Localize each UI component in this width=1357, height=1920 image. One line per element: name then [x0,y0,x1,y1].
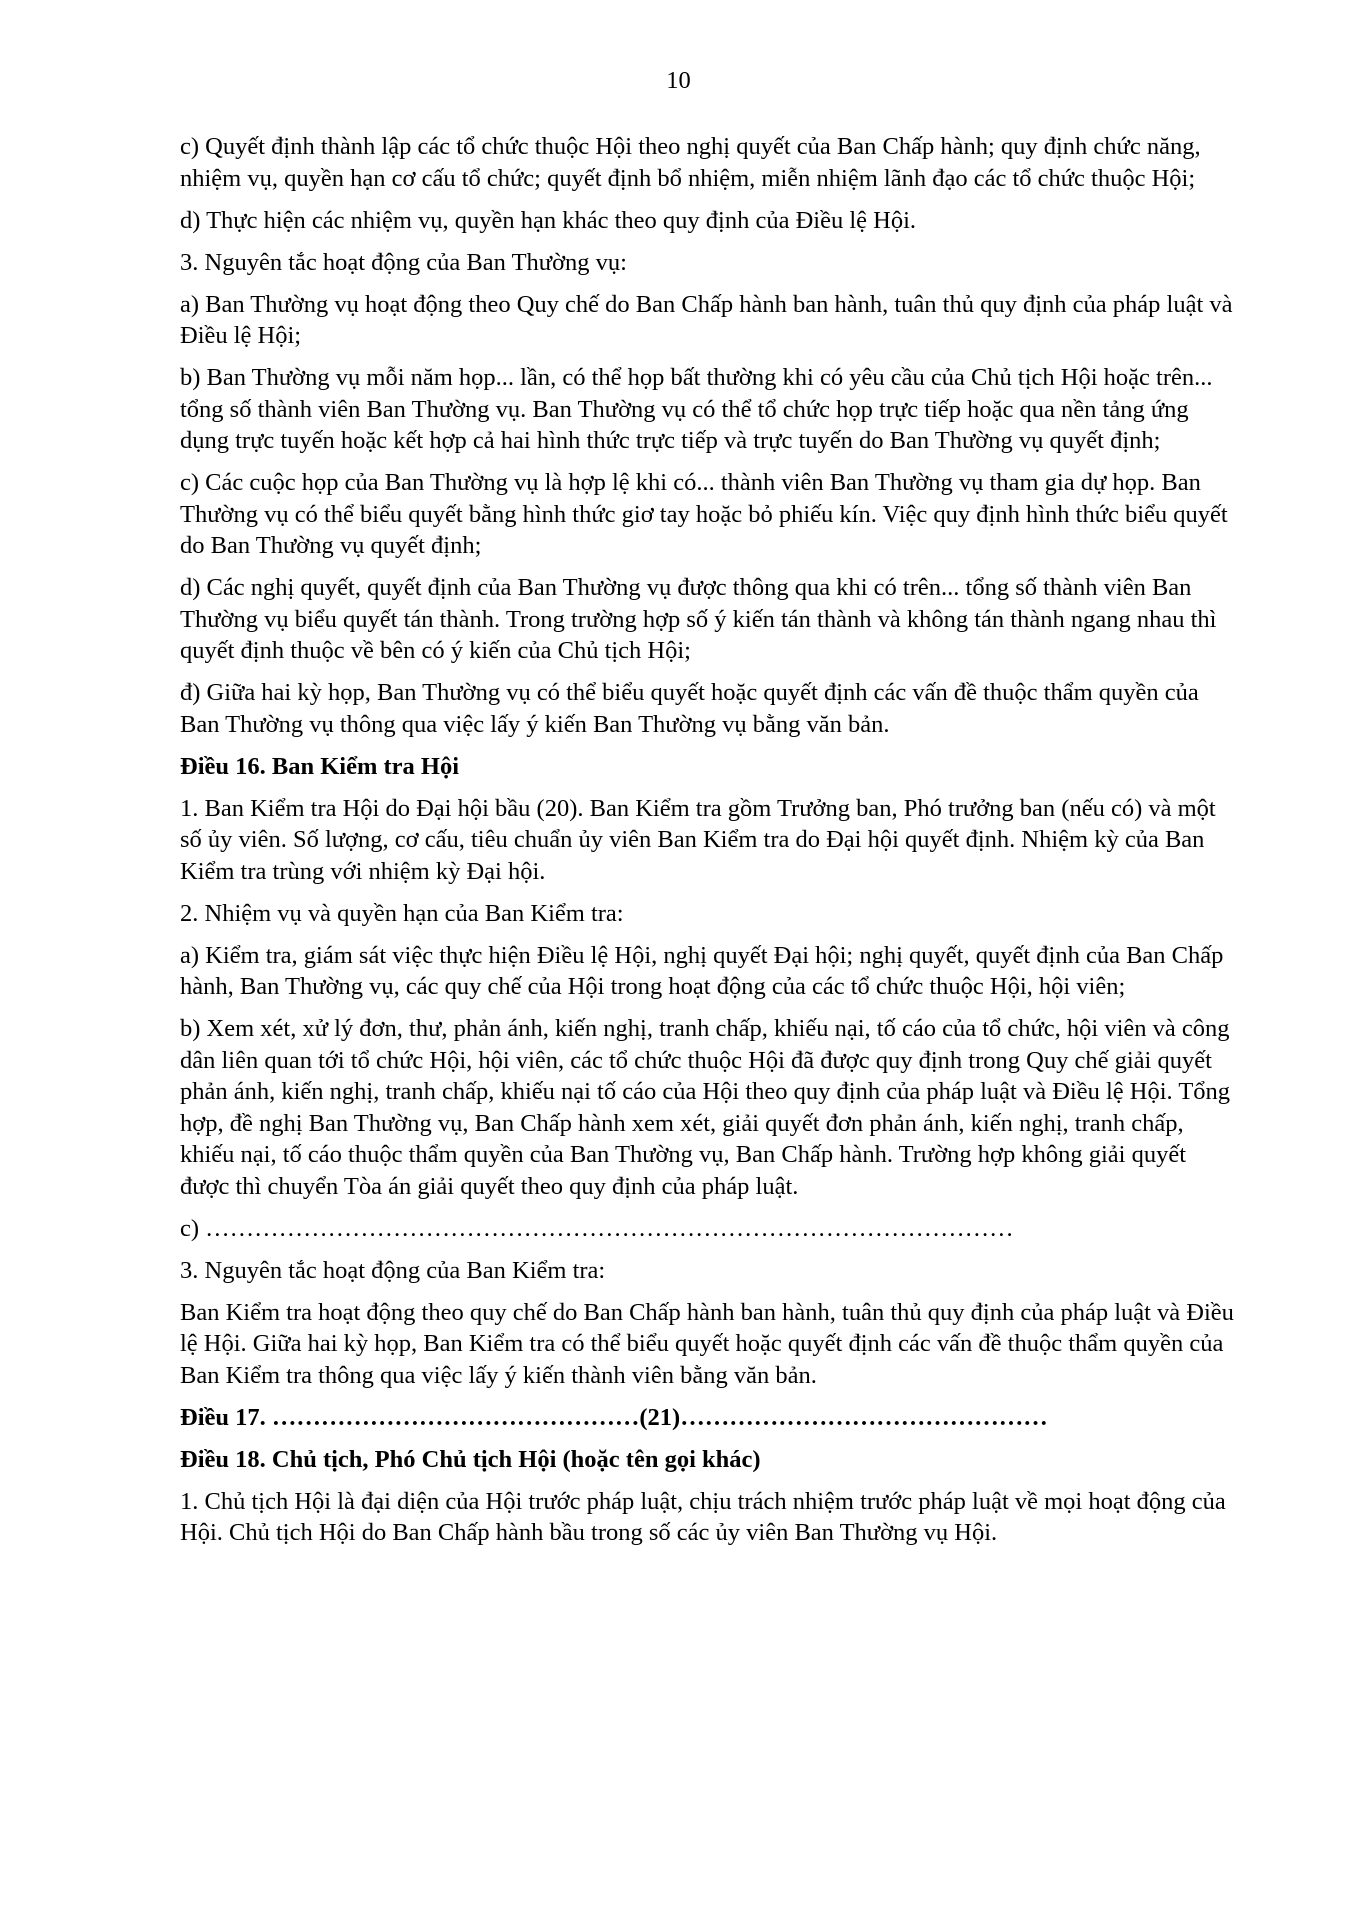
article-18-heading: Điều 18. Chủ tịch, Phó Chủ tịch Hội (hoặc tên gọi khác) [180,1445,761,1473]
article-16-heading: Điều 16. Ban Kiểm tra Hội [180,752,460,780]
paragraph-c-decide-organizations: c) Quyết định thành lập các tổ chức thuộc Hội theo nghị quyết của Ban Chấp hành; quy định chức năng, nhiệm vụ, quyền hạn cơ cấu tổ chức; quyết định bổ nhiệm, miễn nhiệm lãnh đạo các tổ chức thuộc Hội; [180,133,1201,192]
paragraph-1-chairman: 1. Chủ tịch Hội là đại diện của Hội trước pháp luật, chịu trách nhiệm trước pháp luật về mọi hoạt động của Hội. Chủ tịch Hội do Ban Chấp hành bầu trong số các ủy viên Ban Thường vụ Hội. [180,1487,1226,1546]
paragraph-2-inspection-duties: 2. Nhiệm vụ và quyền hạn của Ban Kiểm tra: [180,899,624,927]
paragraph-d-standing-resolutions: d) Các nghị quyết, quyết định của Ban Thường vụ được thông qua khi có trên... tổng số thành viên Ban Thường vụ biểu quyết tán thành. Trong trường hợp số ý kiến tán thành và không tán thành ngang nhau thì quyết định thuộc về bên có ý kiến của Chủ tịch Hội; [180,574,1217,664]
article-17-heading: Điều 17. ………………………………………(21)……………………………………… [180,1403,1048,1431]
page-number: 10 [666,67,691,94]
paragraph-3-standing-principles: 3. Nguyên tắc hoạt động của Ban Thường vụ: [180,248,627,276]
paragraph-c-standing-quorum: c) Các cuộc họp của Ban Thường vụ là hợp lệ khi có... thành viên Ban Thường vụ tham gia dự họp. Ban Thường vụ có thể biểu quyết bằng hình thức giơ tay hoặc bỏ phiếu kín. Việc quy định hình thức biểu quyết do Ban Thường vụ quyết định; [180,469,1228,559]
paragraph-d-other-duties: d) Thực hiện các nhiệm vụ, quyền hạn khác theo quy định của Điều lệ Hội. [180,206,917,234]
paragraph-b-inspection-complaints: b) Xem xét, xử lý đơn, thư, phản ánh, kiến nghị, tranh chấp, khiếu nại, tố cáo của tổ chức, hội viên và công dân liên quan tới tổ chức Hội, hội viên, các tổ chức thuộc Hội đã được quy định trong Quy chế giải quyết phản ánh, kiến nghị, tranh chấp, khiếu nại tố cáo của Hội theo quy định của pháp luật và Điều lệ Hội. Tổng hợp, đề nghị Ban Thường vụ, Ban Chấp hành xem xét, giải quyết đơn phản ánh, kiến nghị, tranh chấp, khiếu nại, tố cáo thuộc thẩm quyền của Ban Thường vụ, Ban Chấp hành. Trường hợp không giải quyết được thì chuyển Tòa án giải quyết theo quy định của pháp luật. [180,1015,1231,1200]
paragraph-a-standing-regulation: a) Ban Thường vụ hoạt động theo Quy chế do Ban Chấp hành ban hành, tuân thủ quy định của pháp luật và Điều lệ Hội; [180,290,1233,349]
paragraph-a-inspection-supervise: a) Kiểm tra, giám sát việc thực hiện Điều lệ Hội, nghị quyết Đại hội; nghị quyết, quyết định của Ban Chấp hành, Ban Thường vụ, các quy chế của Hội trong hoạt động của các tổ chức thuộc Hội, hội viên; [180,941,1224,1000]
document-body [180,131,1238,1559]
paragraph-c-placeholder: c) ……………………………………………………………………………………… [180,1214,1014,1242]
paragraph-1-inspection-board: 1. Ban Kiểm tra Hội do Đại hội bầu (20). Ban Kiểm tra gồm Trưởng ban, Phó trưởng ban (nếu có) và một số ủy viên. Số lượng, cơ cấu, tiêu chuẩn ủy viên Ban Kiểm tra do Đại hội quyết định. Nhiệm kỳ của Ban Kiểm tra trùng với nhiệm kỳ Đại hội. [180,794,1216,885]
paragraph-inspection-regulation: Ban Kiểm tra hoạt động theo quy chế do Ban Chấp hành ban hành, tuân thủ quy định của pháp luật và Điều lệ Hội. Giữa hai kỳ họp, Ban Kiểm tra có thể biểu quyết hoặc quyết định các vấn đề thuộc thẩm quyền của Ban Kiểm tra thông qua việc lấy ý kiến thành viên bằng văn bản. [180,1298,1234,1389]
paragraph-3-inspection-principles: 3. Nguyên tắc hoạt động của Ban Kiểm tra: [180,1256,606,1284]
paragraph-b-standing-meetings: b) Ban Thường vụ mỗi năm họp... lần, có thể họp bất thường khi có yêu cầu của Chủ tịch Hội hoặc trên... tổng số thành viên Ban Thường vụ. Ban Thường vụ có thể tổ chức họp trực tiếp hoặc qua nền tảng ứng dụng trực tuyến hoặc kết hợp cả hai hình thức trực tiếp và trực tuyến do Ban Thường vụ quyết định; [180,364,1213,454]
paragraph-dd-between-meetings: đ) Giữa hai kỳ họp, Ban Thường vụ có thể biểu quyết hoặc quyết định các vấn đề thuộc thẩm quyền của Ban Thường vụ thông qua việc lấy ý kiến Ban Thường vụ bằng văn bản. [180,679,1199,738]
